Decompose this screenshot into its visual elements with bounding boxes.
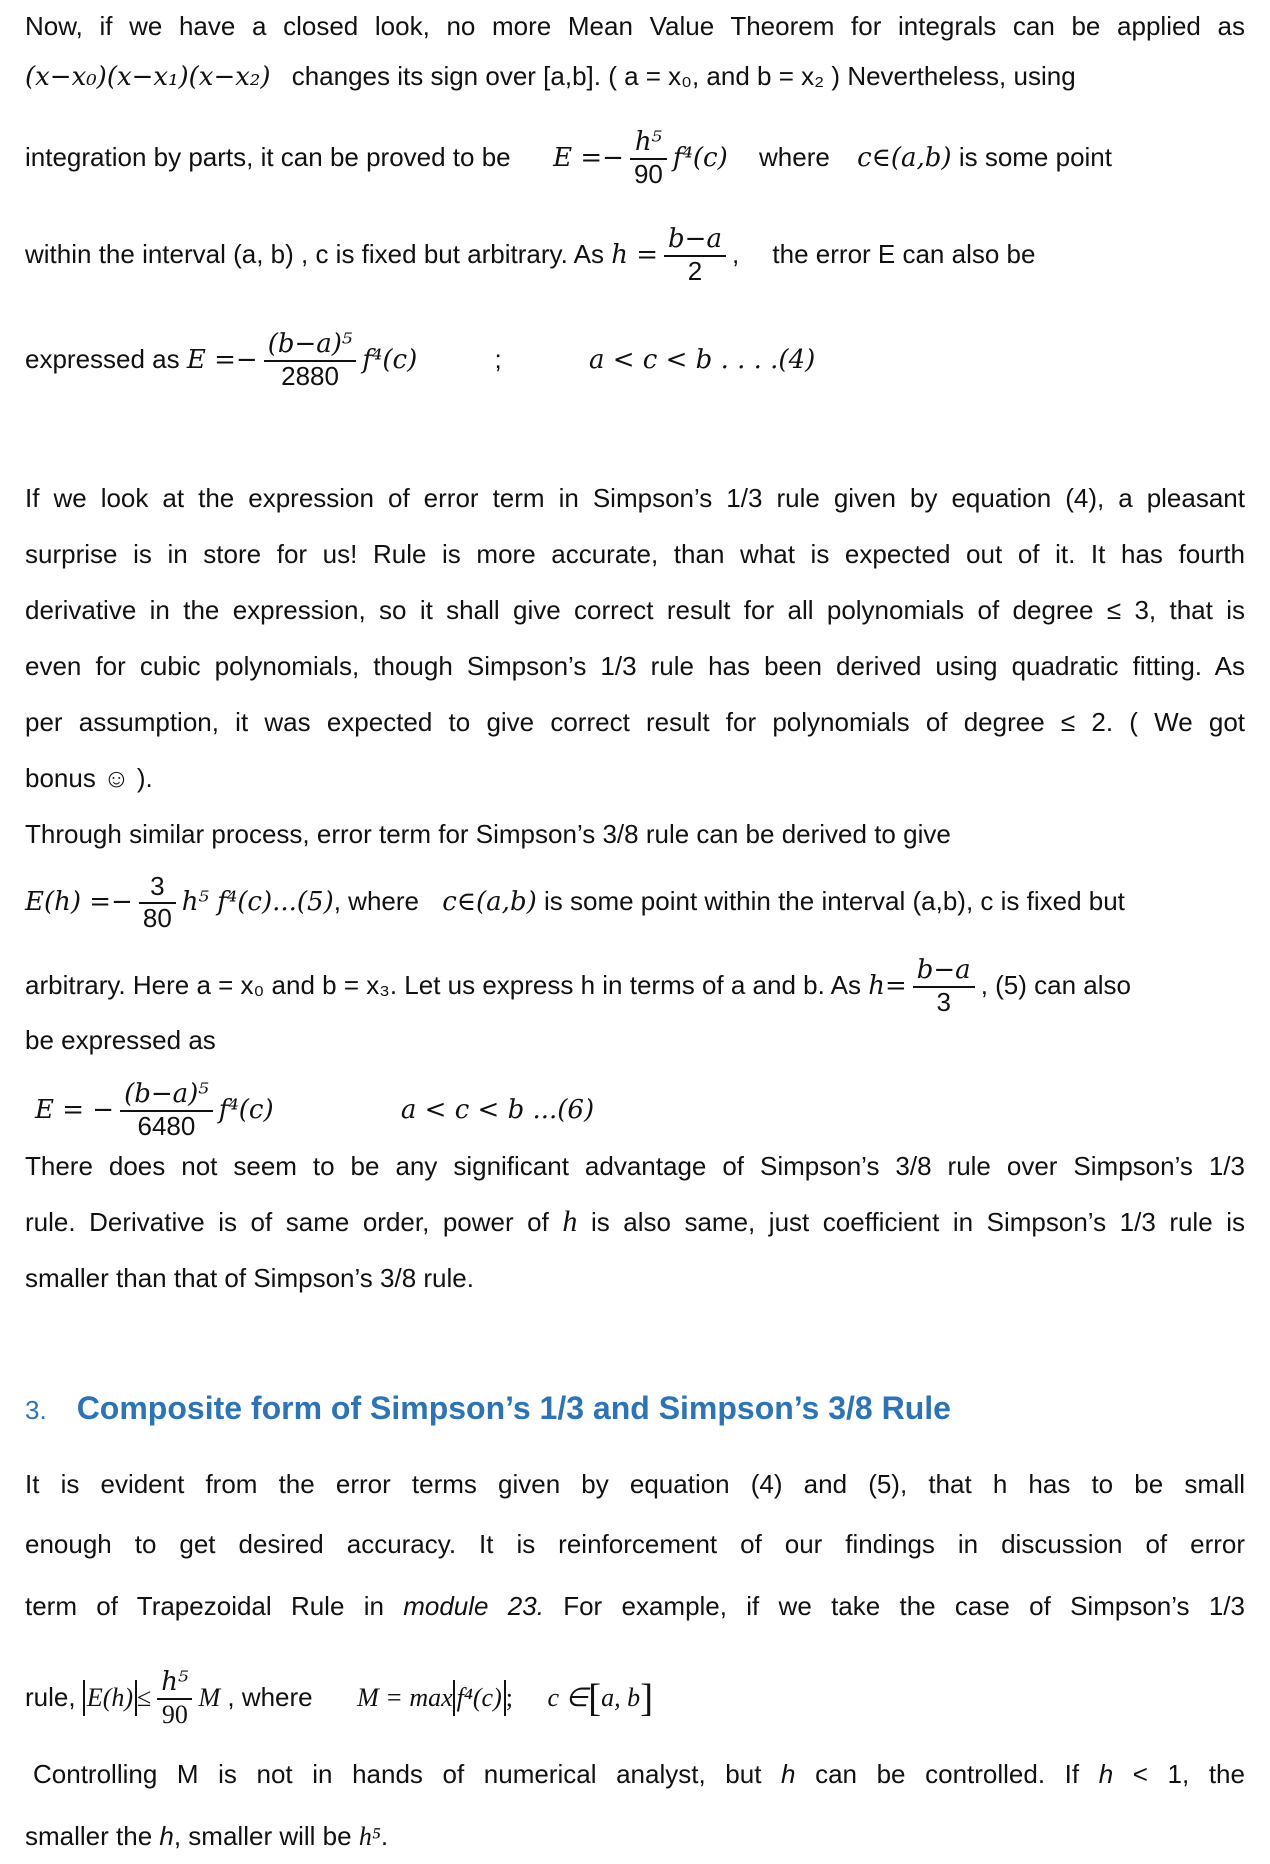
fraction [664,225,726,287]
fraction-denominator: 6480 [120,1110,213,1142]
p2-line3 [25,592,1245,628]
p5-line1 [25,1466,1245,1502]
text: rule. Derivative is of same order, power of [25,1207,549,1237]
text: , where [227,1681,313,1712]
p3-line4 [25,1022,1245,1058]
text: ; [494,343,502,374]
math-eq: E(h) =− [25,886,133,917]
p3-line1 [25,816,1245,852]
math-condition: a < c < b . . . .(4) [588,344,816,375]
math-M: M [198,1682,221,1712]
math-condition: a < c < b ...(6) [400,1094,595,1125]
math-derivative: f⁴(c) [218,1094,274,1125]
p6-line1 [33,1756,1245,1792]
math-abs: f⁴(c) [453,1680,506,1716]
text: bonus ☺ ). [25,763,153,793]
text: It is evident from the error terms given by equation (4) and (5), that h has to be small [25,1469,1245,1499]
text: per assumption, it was expected to give correct result for polynomials of degree ≤ 2. ( We got [25,707,1245,737]
math-abs: E(h) [83,1680,137,1716]
text: Controlling M is not in hands of numerical analyst, but [33,1759,762,1789]
text: , (5) can also [980,969,1131,1000]
text: smaller the [25,1821,153,1851]
text: If we look at the expression of error term in Simpson’s 1/3 rule given by equation (4), a pleasant [25,483,1245,513]
text: is some point within the interval (a,b), c is fixed but [543,885,1125,916]
text: within the interval (a, b) , c is fixed but arbitrary. As [25,238,604,269]
text: even for cubic polynomials, though Simpson’s 1/3 rule has been derived using quadratic fitting. As [25,651,1245,681]
fraction [630,128,667,190]
fraction-denominator: 2880 [264,360,357,392]
text: rule, [25,1681,76,1712]
p2-line5 [25,704,1245,740]
text: There does not seem to be any significant advantage of Simpson’s 3/8 rule over Simpson’s 1/3 [25,1151,1245,1181]
p4-line2 [25,1204,1245,1240]
text: arbitrary. Here a = x₀ and b = x₃. Let us express h in terms of a and b. As [25,969,861,1000]
text: be expressed as [25,1025,216,1055]
math-M-def: M = max [357,1682,453,1712]
p6-line2 [25,1818,1245,1855]
math-h: h [781,1759,796,1789]
fraction-numerator: 3 [150,871,165,901]
p1-line2 [25,58,1245,95]
bracket: ] [640,1676,654,1720]
math-eq: E =− [553,142,624,173]
math-derivative: f⁴(c) [362,344,418,375]
math-interval: c∈(a,b) [442,886,537,917]
p3-line5 [35,1080,1255,1142]
fraction [264,330,357,392]
math-h: h [159,1821,174,1851]
math-expr: h⁵ f⁴(c)...(5) [181,886,334,917]
p1-line5 [25,330,1245,392]
text: Now, if we have a closed look, no more Mean Value Theorem for integrals can be applied as [25,11,1245,41]
math-interval: c∈(a,b) [857,142,952,173]
math-h: h [1098,1759,1114,1789]
fraction-numerator: h⁵ [634,127,662,157]
math-derivative: f⁴(c) [672,142,728,173]
math-product-expr: (x−x₀)(x−x₁)(x−x₂) [25,62,271,92]
text: , where [333,885,419,916]
p1-line3 [25,128,1245,190]
math-h5: h⁵ [358,1822,381,1851]
text: can be controlled. If [815,1759,1080,1789]
math-h: h [562,1205,578,1238]
bracket: [ [588,1676,602,1720]
p2-line1 [25,480,1245,516]
text: smaller than that of Simpson’s 3/8 rule. [25,1263,474,1293]
p1-line4 [25,225,1245,287]
math-eq: E = − [35,1094,115,1125]
text: derivative in the expression, so it shall give correct result for all polynomials of degree ≤ 3, that is [25,595,1245,625]
p3-line2 [25,872,1245,934]
text: For example, if we take the case of Simpson’s 1/3 [543,1591,1245,1621]
text: is some point [958,141,1112,172]
text: expressed as [25,343,180,374]
section-number: 3. [25,1395,47,1425]
p2-line4 [25,648,1245,684]
fraction [120,1080,213,1142]
fraction-numerator: (b−a)⁵ [124,1079,209,1109]
section-title: Composite form of Simpson’s 1/3 and Simpson’s 3/8 Rule [76,1390,951,1426]
section-heading [25,1390,951,1427]
p5-line2 [25,1526,1245,1562]
text: , [731,238,740,269]
math-le: ≤ [137,1682,152,1712]
p4-line3 [25,1260,1245,1296]
fraction [157,1668,192,1730]
math-h: h = [611,239,659,270]
fraction [139,872,176,934]
text: changes its sign over [a,b]. ( a = x₀, and b = x₂ ) Nevertheless, using [291,61,1076,91]
text: ; [505,1682,513,1712]
p4-line1 [25,1148,1245,1184]
text: is also same, just coefficient in Simpson’s 1/3 rule is [590,1207,1245,1237]
text: enough to get desired accuracy. It is reinforcement of our findings in discussion of error [25,1529,1245,1559]
text: surprise is in store for us! Rule is more accurate, than what is expected out of it. It has fourth [25,539,1245,569]
text: , smaller will be [173,1821,352,1851]
text: . [380,1821,389,1851]
p2-line6 [25,760,1245,796]
fraction-denominator: 80 [139,902,176,934]
fraction [913,956,975,1018]
p2-line2 [25,536,1245,572]
math-eq: E =− [186,344,258,375]
text: Through similar process, error term for Simpson’s 3/8 rule can be derived to give [25,819,951,849]
p5-line4 [25,1668,1245,1730]
math-h: h= [868,970,907,1001]
fraction-denominator: 90 [157,1698,192,1730]
text: integration by parts, it can be proved to be [25,141,511,172]
fraction-numerator: (b−a)⁵ [267,329,353,359]
p3-line3 [25,956,1245,1018]
text: term of Trapezoidal Rule in [25,1591,384,1621]
text: < 1, the [1132,1759,1245,1789]
text: where [759,141,830,172]
text-italic: module 23. [403,1591,544,1621]
fraction-numerator: h⁵ [161,1667,189,1697]
p1-line1 [25,8,1245,44]
math-interval: a, b [601,1682,641,1712]
fraction-numerator: b−a [668,224,722,254]
fraction-denominator: 90 [630,158,667,190]
p5-line3 [25,1588,1245,1624]
fraction-numerator: b−a [916,955,971,985]
fraction-denominator: 2 [664,255,726,287]
fraction-denominator: 3 [913,986,975,1018]
text: the error E can also be [772,238,1036,269]
math-c: c ∈ [547,1682,589,1712]
